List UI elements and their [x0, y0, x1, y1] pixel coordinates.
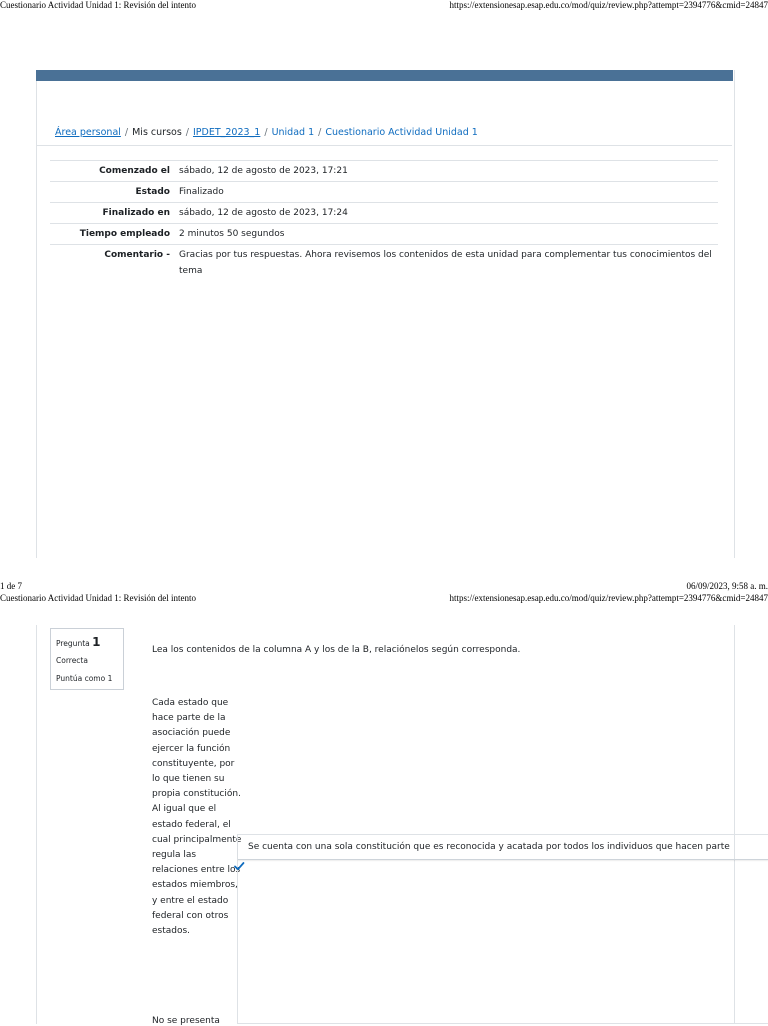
breadcrumb-quiz-link[interactable]: Cuestionario Actividad Unidad 1: [325, 127, 478, 138]
answer-area: [237, 834, 768, 1024]
header-divider: [37, 145, 732, 146]
summary-label: Finalizado en: [50, 203, 175, 224]
print-date: 06/09/2023, 9:58 a. m.: [687, 581, 768, 591]
breadcrumb: [55, 127, 478, 138]
question-label: Pregunta: [56, 639, 90, 648]
summary-value: Gracias por tus respuestas. Ahora revisemos los contenidos de esta unidad para complementar tus conocimientos del tema: [175, 245, 718, 282]
print-header-url: https://extensionesap.esap.edu.co/mod/quiz/review.php?attempt=2394776&cmid=24847: [449, 0, 768, 10]
table-row: [50, 245, 718, 282]
breadcrumb-home-link[interactable]: Área personal: [55, 127, 121, 138]
table-row: [50, 203, 718, 224]
summary-value: 2 minutos 50 segundos: [175, 224, 718, 245]
attempt-summary-table: [50, 160, 718, 281]
breadcrumb-separator: /: [264, 127, 267, 138]
breadcrumb-separator: /: [186, 127, 189, 138]
breadcrumb-separator: /: [125, 127, 128, 138]
question-text: Lea los contenidos de la columna A y los de la B, relaciónelos según corresponda.: [152, 645, 520, 655]
breadcrumb-my-courses: Mis cursos: [132, 127, 182, 138]
print-header-title: Cuestionario Actividad Unidad 1: Revisión del intento: [0, 0, 196, 10]
summary-value: Finalizado: [175, 182, 718, 203]
question-state: Correcta: [56, 656, 88, 665]
check-icon: [233, 860, 245, 872]
print-header-title: Cuestionario Actividad Unidad 1: Revisión del intento: [0, 593, 196, 603]
question-info: [50, 628, 124, 690]
print-page-number: 1 de 7: [0, 581, 22, 591]
table-row: [50, 224, 718, 245]
summary-label: Estado: [50, 182, 175, 203]
print-header: [0, 0, 768, 12]
print-header-url: https://extensionesap.esap.edu.co/mod/quiz/review.php?attempt=2394776&cmid=24847: [449, 593, 768, 603]
print-header: [0, 593, 768, 605]
breadcrumb-course-link[interactable]: IPDET_2023_1: [193, 127, 260, 138]
summary-label: Tiempo empleado: [50, 224, 175, 245]
question-grade: Puntúa como 1: [56, 674, 112, 683]
match-stem: Cada estado que hace parte de la asociación puede ejercer la función constituyente, por lo que tienen su propia constitución. Al igual que el estado federal, el cual principalmente regula las relaciones entre los estados miembros, y entre el estado federal con otros estados.: [152, 696, 242, 939]
answer-select[interactable]: Se cuenta con una sola constitución que es reconocida y acatada por todos los individuos que hacen parte: [238, 835, 768, 860]
table-row: [50, 182, 718, 203]
breadcrumb-unit-link[interactable]: Unidad 1: [272, 127, 315, 138]
question-number-value: 1: [92, 635, 100, 649]
page-card: [36, 70, 735, 558]
summary-label: Comenzado el: [50, 161, 175, 182]
summary-value: sábado, 12 de agosto de 2023, 17:21: [175, 161, 718, 182]
summary-label: Comentario -: [50, 245, 175, 282]
question-number: [56, 635, 100, 649]
summary-value: sábado, 12 de agosto de 2023, 17:24: [175, 203, 718, 224]
navbar-strip: [36, 70, 733, 81]
match-stem: No se presenta: [152, 1016, 220, 1026]
breadcrumb-separator: /: [318, 127, 321, 138]
table-row: [50, 161, 718, 182]
